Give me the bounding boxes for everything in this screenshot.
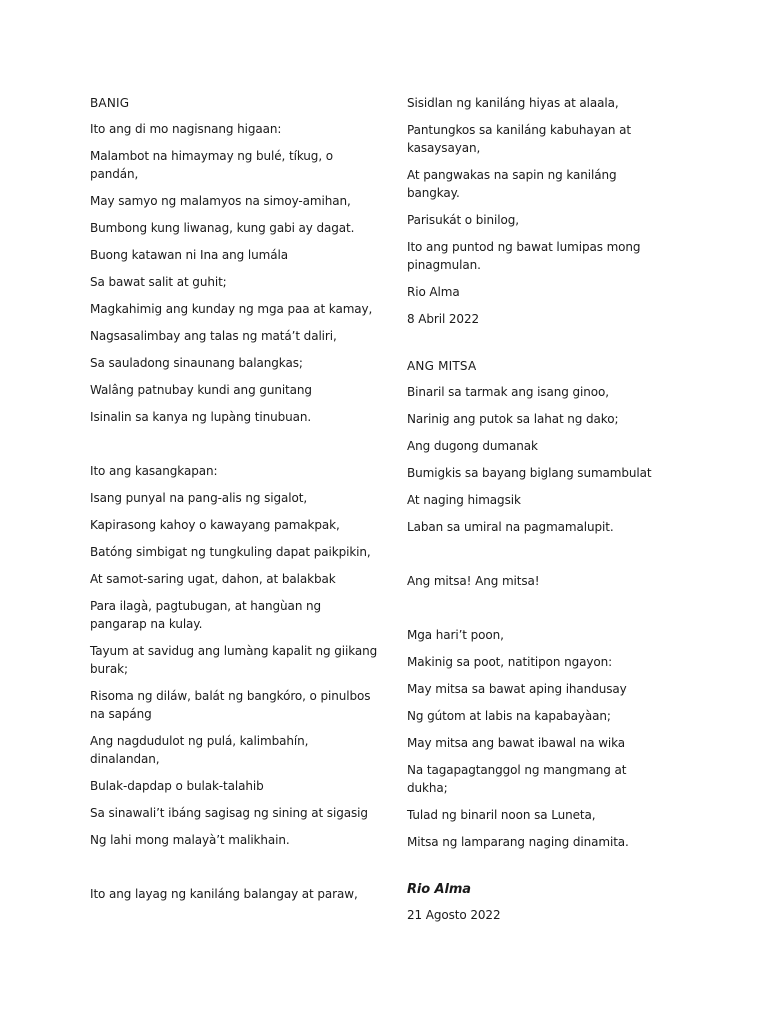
poem-line: Kapirasong kahoy o kawayang pamakpak, [90,518,340,532]
poem-line: Narinig ang putok sa lahat ng dako; [407,412,619,426]
left-column [90,94,380,912]
poem-line: Ang dugong dumanak [407,439,538,453]
poem-line: Sisidlan ng kaniláng hiyas at alaala, [407,96,619,110]
poem-line: Mga hari’t poon, [407,628,504,642]
poem-line: Bumbong kung liwanag, kung gabi ay dagat. [90,221,355,235]
poem-line: Makinig sa poot, natitipon ngayon: [407,655,613,669]
poem-line: At samot-saring ugat, dahon, at balakbak [90,572,336,586]
author-line: Rio Alma [407,285,460,299]
poem-line: Parisukát o binilog, [407,213,519,227]
poem-line: Ng lahi mong malayà’t malikhain. [90,833,290,847]
poem-line: Magkahimig ang kunday ng mga paa at kamay, [90,302,373,316]
right-column [407,94,667,933]
stanza-break [407,545,667,572]
poem-line: Bumigkis sa bayang biglang sumambulat [407,466,652,480]
poem-line: Isinalin sa kanya ng lupàng tinubuan. [90,410,312,424]
refrain-line: Ang mitsa! Ang mitsa! [407,574,540,588]
poem-line: Para ilagà, pagtubugan, at hangùan ng pangarap na kulay. [90,599,322,631]
poem-title-banig: BANIG [90,96,130,110]
poem-line: Ito ang di mo nagisnang higaan: [90,122,282,136]
poem-line: Ito ang kasangkapan: [90,464,218,478]
poem-title-ang-mitsa: ANG MITSA [407,359,477,373]
stanza-break [407,860,667,880]
poem-line: Tayum at savidug ang lumàng kapalit ng giikang burak; [90,644,378,676]
stanza-break [90,858,380,885]
poem-line: Risoma ng diláw, balát ng bangkóro, o pinulbos na sapáng [90,689,371,721]
date-line: 8 Abril 2022 [407,312,480,326]
poem-line: Mitsa ng lamparang naging dinamita. [407,835,629,849]
poem-line: At naging himagsik [407,493,521,507]
poem-line: May mitsa ang bawat ibawal na wika [407,736,626,750]
poem-line: Batóng simbigat ng tungkuling dapat paikpikin, [90,545,371,559]
poem-line: Isang punyal na pang-alis ng sigalot, [90,491,308,505]
poem-line: Sa sauladong sinaunang balangkas; [90,356,303,370]
poem-line: Buong katawan ni Ina ang lumála [90,248,288,262]
stanza-break [90,435,380,462]
poem-line: May mitsa sa bawat aping ihandusay [407,682,627,696]
poem-line: Ito ang layag ng kaniláng balangay at paraw, [90,887,358,901]
date-line: 21 Agosto 2022 [407,908,501,922]
poem-line: Nagsasalimbay ang talas ng matá’t daliri, [90,329,337,343]
poem-line: Walâng patnubay kundi ang gunitang [90,383,312,397]
poem-line: Pantungkos sa kaniláng kabuhayan at kasaysayan, [407,123,632,155]
poem-line: Sa sinawali’t ibáng sagisag ng sining at sigasig [90,806,368,820]
poem-line: Ng gútom at labis na kapabayàan; [407,709,611,723]
poem-line: Malambot na himaymay ng bulé, tíkug, o pandán, [90,149,333,181]
poem-line: Tulad ng binaril noon sa Luneta, [407,808,596,822]
poem-line: Ito ang puntod ng bawat lumipas mong pinagmulan. [407,240,641,272]
poem-line: Binaril sa tarmak ang isang ginoo, [407,385,609,399]
stanza-break [407,337,667,357]
poem-line: Sa bawat salit at guhit; [90,275,227,289]
poem-line: At pangwakas na sapin ng kaniláng bangkay. [407,168,617,200]
author-signature: Rio Alma [407,882,471,897]
poem-line: Laban sa umiral na pagmamalupit. [407,520,614,534]
poem-line: Na tagapagtanggol ng mangmang at dukha; [407,763,627,795]
poem-line: May samyo ng malamyos na simoy-amihan, [90,194,351,208]
poem-line: Bulak-dapdap o bulak-talahib [90,779,264,793]
stanza-break [407,599,667,626]
poem-line: Ang nagdudulot ng pulá, kalimbahín, dinalandan, [90,734,309,766]
